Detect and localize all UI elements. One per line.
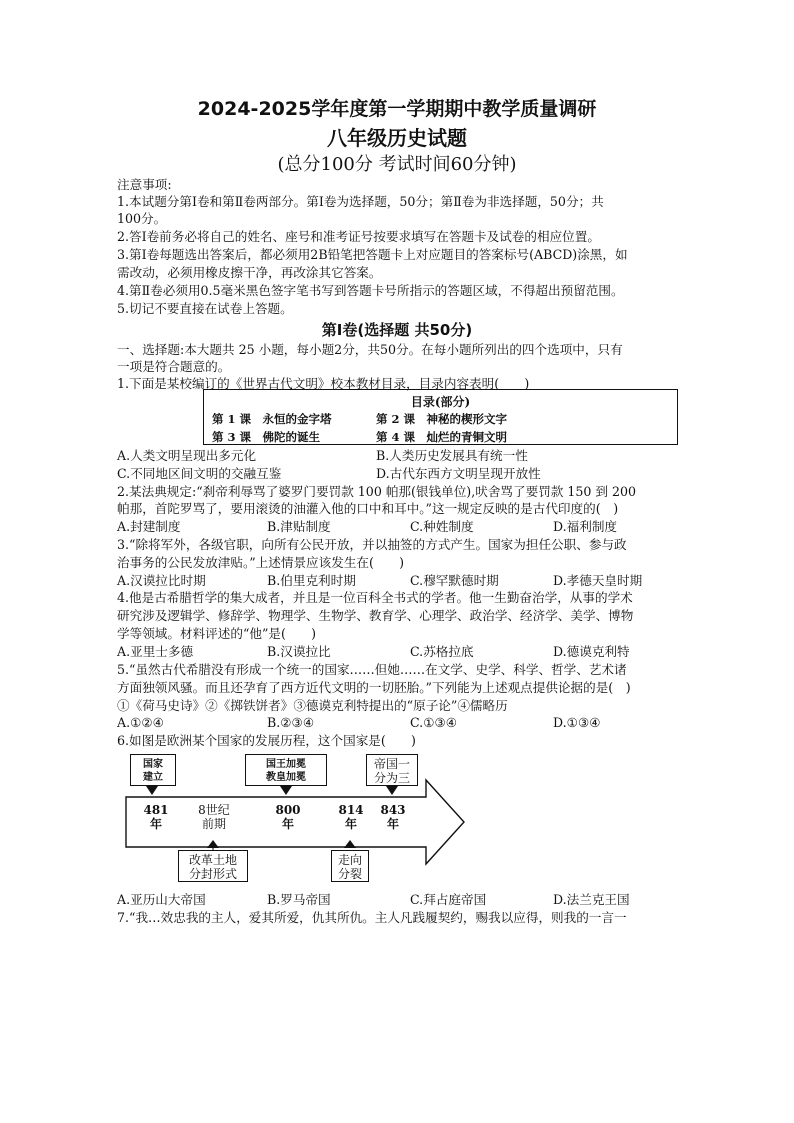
note-line: 5.切记不要直接在试卷上答题。 (117, 301, 293, 316)
q1-stem: 1.下面是某校编订的《世界古代文明》校本教材目录，目录内容表明( ) (117, 376, 530, 391)
instructions-line: 一项是符合题意的。 (117, 359, 231, 374)
q6-stem: 6.如图是欧洲某个国家的发展历程，这个国家是( ) (117, 733, 416, 748)
q1-option-d[interactable]: D.古代东西方文明呈现开放性 (376, 466, 541, 481)
q5-stem: ①《荷马史诗》②《掷铁饼者》③德谟克利特提出的“原子论”④儒略历 (117, 698, 508, 713)
q4-stem: 研究涉及逻辑学、修辞学、物理学、生物学、教育学、心理学、政治学、经济学、美学、博物 (117, 608, 634, 623)
q4-option-b[interactable]: B.汉谟拉比 (267, 644, 331, 659)
q6-option-a[interactable]: A.亚历山大帝国 (117, 892, 206, 907)
q5-stem: 方面独领风骚。而且还孕育了西方近代文明的一切胚胎。”下列能为上述观点提供论据的是( ) (117, 680, 631, 695)
toc-lesson-2: 第 2 课 神秘的楔形文字 (376, 412, 508, 426)
note-line: 1.本试题分第Ⅰ卷和第Ⅱ卷两部分。第Ⅰ卷为选择题，50分；第Ⅱ卷为非选择题，50分；共 (117, 194, 604, 209)
q6-option-b[interactable]: B.罗马帝国 (267, 892, 331, 907)
box-empire-split (366, 754, 418, 786)
year-814: 814 年 (338, 803, 364, 831)
box-label: 国家 建立 (143, 759, 163, 783)
q3-stem: 治事务的公民发放津贴。”上述情景应该发生在( ) (117, 555, 405, 570)
box-land-reform (178, 850, 248, 882)
q1-option-c[interactable]: C.不同地区间文明的交融互鉴 (117, 466, 282, 481)
q5-stem: 5.“虽然古代希腊没有形成一个统一的国家……但她……在文学、史学、科学、哲学、艺术诸 (117, 662, 627, 677)
q5-option-d[interactable]: D.①③④ (553, 715, 601, 730)
q6-timeline-diagram (120, 752, 470, 886)
note-line: 3.第Ⅰ卷每题选出答案后，都必须用2B铅笔把答题卡上对应题目的答案标号(ABCD)涂黑，如 (117, 247, 628, 262)
year-800: 800 年 (275, 803, 301, 831)
q2-stem: 帕那，首陀罗骂了，要用滚烫的油灌入他的口中和耳中。”这一规定反映的是古代印度的( ) (117, 501, 619, 516)
q5-option-a[interactable]: A.①②④ (117, 715, 164, 730)
box-label: 国王加冕 教皇加冕 (266, 759, 306, 783)
exam-meta: (总分100分 考试时间60分钟) (277, 154, 517, 175)
year-843: 843 年 (380, 803, 406, 831)
note-line: 需改动，必须用橡皮擦干净，再改涂其它答案。 (117, 265, 382, 280)
q4-stem: 学等领域。材料评述的“他”是( ) (117, 626, 317, 641)
note-line: 2.答Ⅰ卷前务必将自己的姓名、座号和准考证号按要求填写在答题卡及试卷的相应位置。 (117, 229, 600, 244)
q3-option-c[interactable]: C.穆罕默德时期 (410, 573, 499, 588)
q4-stem: 4.他是古希腊哲学的集大成者，并且是一位百科全书式的学者。他一生勤奋治学，从事的学术 (117, 590, 633, 605)
notes-heading: 注意事项: (117, 177, 172, 192)
exam-subtitle: 八年级历史试题 (327, 126, 467, 150)
box-division (331, 850, 369, 882)
year-8th-century: 8世纪 前期 (198, 803, 230, 831)
instructions-line: 一、选择题:本大题共 25 小题，每小题2分，共50分。在每小题所列出的四个选项中，只有 (117, 342, 623, 357)
exam-title: 2024-2025学年度第一学期期中教学质量调研 (197, 98, 597, 120)
toc-lesson-3: 第 3 课 佛陀的诞生 (212, 430, 321, 444)
q5-option-b[interactable]: B.②③④ (267, 715, 315, 730)
q6-option-c[interactable]: C.拜占庭帝国 (410, 892, 487, 907)
q1-option-a[interactable]: A.人类文明呈现出多元化 (117, 448, 257, 463)
q5-option-c[interactable]: C.①③④ (410, 715, 458, 730)
year-481: 481 年 (143, 803, 169, 831)
toc-heading: 目录(部分) (410, 395, 471, 409)
box-label: 改革土地 分封形式 (188, 853, 237, 881)
q2-option-c[interactable]: C.种姓制度 (410, 519, 474, 534)
toc-lesson-4: 第 4 课 灿烂的青铜文明 (376, 430, 508, 444)
q4-option-a[interactable]: A.亚里士多德 (117, 644, 194, 659)
q3-option-a[interactable]: A.汉谟拉比时期 (117, 573, 206, 588)
section-title: 第Ⅰ卷(选择题 共50分) (321, 321, 473, 339)
q2-stem: 2.某法典规定:“刹帝利辱骂了婆罗门要罚款 100 帕那(银钱单位),吠舍骂了要罚款 150 到 200 (117, 484, 637, 499)
q3-option-b[interactable]: B.伯里克利时期 (267, 573, 356, 588)
q4-option-d[interactable]: D.德谟克利特 (553, 644, 630, 659)
q7-stem: 7.“我…效忠我的主人，爱其所爱，仇其所仇。主人凡践履契约，赐我以应得，则我的一言一 (117, 910, 627, 925)
q2-option-a[interactable]: A.封建制度 (117, 519, 181, 534)
q4-option-c[interactable]: C.苏格拉底 (410, 644, 474, 659)
q1-table-of-contents (203, 389, 678, 445)
q6-option-d[interactable]: D.法兰克王国 (553, 892, 630, 907)
note-line: 4.第Ⅱ卷必须用0.5毫米黑色签字笔书写到答题卡号所指示的答题区域，不得超出预留范围。 (117, 283, 624, 298)
q3-stem: 3.“除将军外，各级官职，向所有公民开放，并以抽签的方式产生。国家为担任公职、参与政 (117, 537, 627, 552)
note-line: 100分。 (117, 211, 167, 226)
q2-option-b[interactable]: B.津贴制度 (267, 519, 331, 534)
q3-option-d[interactable]: D.孝德天皇时期 (553, 573, 643, 588)
box-label: 走向 分裂 (337, 853, 362, 881)
box-label: 帝国一 分为三 (373, 757, 410, 785)
q1-option-b[interactable]: B.人类历史发展具有统一性 (376, 448, 528, 463)
toc-lesson-1: 第 1 课 永恒的金字塔 (212, 412, 332, 426)
box-coronation (245, 754, 327, 786)
box-state-founded (130, 754, 176, 786)
q2-option-d[interactable]: D.福利制度 (553, 519, 618, 534)
